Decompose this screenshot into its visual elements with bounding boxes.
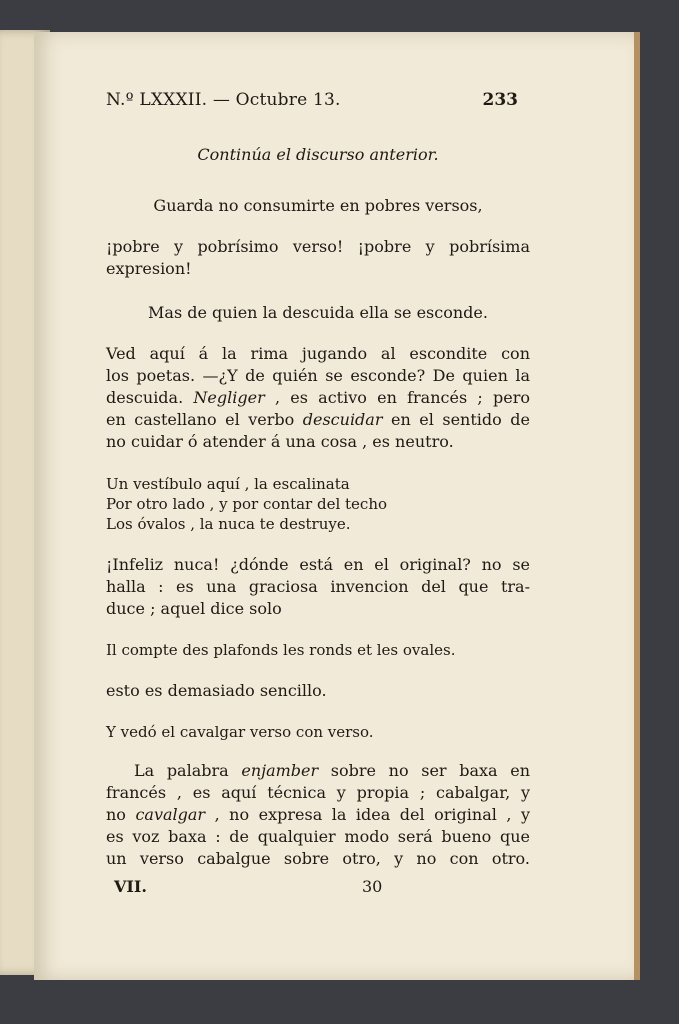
text-span: descuida. <box>106 388 194 407</box>
paragraph-1 <box>106 236 530 280</box>
paragraph-2 <box>106 343 530 453</box>
text-span: sobre no ser baxa en <box>318 761 531 780</box>
text-line: no cuidar ó atender á una cosa , es neutro. <box>106 432 454 451</box>
paragraph-5 <box>106 760 530 870</box>
french-quote: Il compte des plafonds les ronds et les ovales. <box>106 641 456 659</box>
verse-quote-2: Mas de quien la descuida ella se esconde. <box>148 303 488 322</box>
running-header <box>106 90 518 114</box>
italic-term: enjamber <box>241 761 319 780</box>
text-line <box>106 409 530 431</box>
text-span: no <box>106 805 136 824</box>
page-footer <box>114 877 414 899</box>
issue-date-heading: N.º LXXXII. — Octubre 13. <box>106 90 341 110</box>
text-span: , no expresa la idea del original , y <box>205 805 530 824</box>
book-page <box>34 32 640 980</box>
text-line: es voz baxa : de qualquier modo será bueno que <box>106 827 530 846</box>
text-line: los poetas. —¿Y de quién se esconde? De quien la <box>106 366 530 385</box>
verse-line: Un vestíbulo aquí , la escalinata <box>106 475 350 493</box>
paragraph-3 <box>106 554 530 620</box>
text-span: La palabra <box>134 761 242 780</box>
page-number: 233 <box>482 90 518 110</box>
text-line <box>106 804 530 826</box>
italic-term: descuidar <box>302 410 383 429</box>
verse-line: Por otro lado , y por contar del techo <box>106 495 388 513</box>
verse-quote-1: Guarda no consumirte en pobres versos, <box>153 196 483 215</box>
text-line: ¡pobre y pobrísimo verso! ¡pobre y pobrísima <box>106 237 530 256</box>
text-line <box>106 760 530 782</box>
text-line: Ved aquí á la rima jugando al escondite con <box>106 344 530 363</box>
text-line: un verso cabalgue sobre otro, y no con otro. <box>106 849 530 868</box>
text-line <box>106 387 530 409</box>
verse-quote-4: Y vedó el cavalgar verso con verso. <box>106 723 374 741</box>
text-line: halla : es una graciosa invencion del que tra- <box>106 577 530 596</box>
text-line: expresion! <box>106 259 192 278</box>
text-line: francés , es aquí técnica y propia ; cabalgar, y <box>106 783 530 802</box>
signature-mark: VII. <box>114 877 147 896</box>
italic-term: Negliger <box>193 388 265 407</box>
text-line: ¡Infeliz nuca! ¿dónde está en el original? no se <box>106 555 530 574</box>
section-title: Continúa el discurso anterior. <box>197 145 439 164</box>
verse-quote-3 <box>106 474 530 534</box>
gathering-number: 30 <box>362 877 383 896</box>
text-span: en castellano el verbo <box>106 410 303 429</box>
text-line: duce ; aquel dice solo <box>106 599 282 618</box>
verse-line: Los óvalos , la nuca te destruye. <box>106 515 351 533</box>
text-span: en el sentido de <box>382 410 530 429</box>
paragraph-4: esto es demasiado sencillo. <box>106 681 327 700</box>
text-span: , es activo en francés ; pero <box>264 388 530 407</box>
italic-term: cavalgar <box>135 805 206 824</box>
